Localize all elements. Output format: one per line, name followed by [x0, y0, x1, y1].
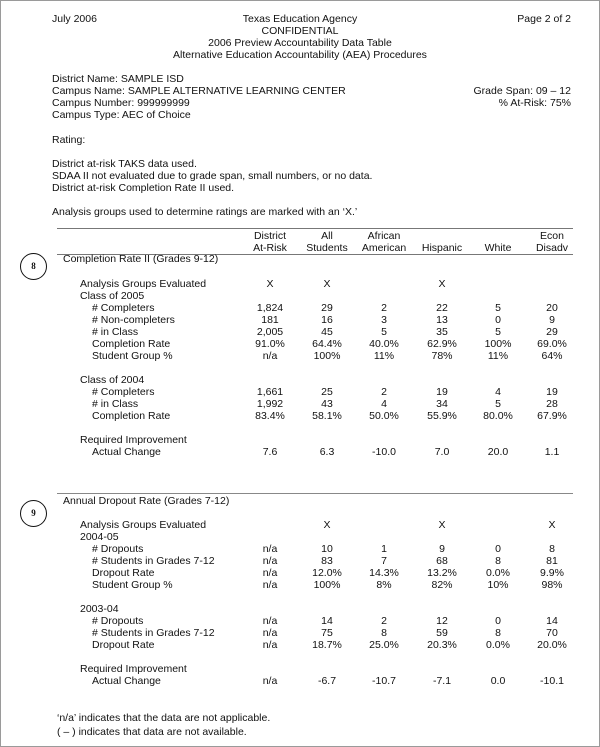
table-cell: 40.0% [369, 338, 399, 350]
table-cell: 1 [381, 543, 387, 555]
table-cell: n/a [262, 350, 278, 362]
table-cell: 4 [381, 398, 387, 410]
table-cell: 7.0 [434, 446, 450, 458]
row-label: Required Improvement [80, 434, 187, 446]
table-cell: 0.0 [490, 675, 506, 687]
table-cell: 1.1 [544, 446, 560, 458]
table-cell: 8% [376, 579, 392, 591]
table-cell: -10.1 [540, 675, 564, 687]
table-cell: 3 [381, 314, 387, 326]
table-cell: X [323, 519, 331, 531]
table-cell: 20.0% [537, 639, 567, 651]
table-cell: 10 [321, 543, 333, 555]
footnote: ‘n/a’ indicates that the data are not applicable. [57, 712, 271, 724]
table-cell: 7.6 [262, 446, 278, 458]
table-cell: 10% [487, 579, 509, 591]
table-cell: 0 [495, 543, 501, 555]
table-cell: 2,005 [256, 326, 284, 338]
table-cell: 181 [261, 314, 279, 326]
table-cell: 91.0% [255, 338, 285, 350]
table-cell: 9 [549, 314, 555, 326]
row-label: Class of 2005 [80, 290, 145, 302]
table-cell: 2 [381, 386, 387, 398]
table-cell: 70 [546, 627, 558, 639]
table-cell: -6.7 [317, 675, 337, 687]
row-label: # Non-completers [92, 314, 175, 326]
table-cell: 75 [321, 627, 333, 639]
table-cell: X [266, 278, 274, 290]
column-header-line2: At-Risk [253, 242, 287, 254]
table-cell: n/a [262, 627, 278, 639]
table-cell: 28 [546, 398, 558, 410]
column-header-line1: Econ [540, 230, 564, 242]
table-cell: 9 [439, 543, 445, 555]
table-cell: 34 [436, 398, 448, 410]
table-cell: 5 [495, 398, 501, 410]
table-cell: 100% [484, 338, 512, 350]
row-label: Actual Change [92, 446, 161, 458]
table-cell: 5 [495, 302, 501, 314]
row-label: Dropout Rate [92, 639, 155, 651]
table-cell: -10.0 [372, 446, 396, 458]
table-cell: n/a [262, 555, 278, 567]
table-cell: 4 [495, 386, 501, 398]
table-cell: 9.9% [540, 567, 564, 579]
table-cell: 0.0% [486, 567, 510, 579]
agency-name: Texas Education Agency [242, 13, 358, 25]
table-cell: 25 [321, 386, 333, 398]
table-cell: 8 [549, 543, 555, 555]
section-divider [57, 493, 573, 494]
table-cell: 0 [495, 314, 501, 326]
grade-span: Grade Span: 09 – 12 [473, 85, 571, 97]
table-cell: X [438, 278, 446, 290]
table-cell: 62.9% [427, 338, 457, 350]
table-cell: 16 [321, 314, 333, 326]
table-cell: 1,824 [256, 302, 284, 314]
analysis-note: Analysis groups used to determine ratings are marked with an ‘X.’ [52, 206, 358, 218]
table-cell: n/a [262, 579, 278, 591]
table-cell: -7.1 [432, 675, 452, 687]
table-cell: 29 [546, 326, 558, 338]
column-header-line2: Disadv [535, 242, 569, 254]
table-cell: 78% [431, 350, 453, 362]
table-cell: 2 [381, 615, 387, 627]
campus-name: Campus Name: SAMPLE ALTERNATIVE LEARNING CENTER [52, 85, 346, 97]
table-cell: 0.0% [486, 639, 510, 651]
table-top-rule [57, 228, 573, 229]
table-cell: 20 [546, 302, 558, 314]
table-cell: 2 [381, 302, 387, 314]
campus-number: Campus Number: 999999999 [52, 97, 190, 109]
table-cell: 19 [546, 386, 558, 398]
table-cell: 29 [321, 302, 333, 314]
section-marker-8: 8 [20, 253, 47, 280]
table-cell: 83.4% [255, 410, 285, 422]
table-cell: 100% [313, 350, 341, 362]
table-cell: 59 [436, 627, 448, 639]
column-header-line1: District [253, 230, 287, 242]
table-cell: 83 [321, 555, 333, 567]
row-label: Completion Rate [92, 338, 171, 350]
table-cell: 1,661 [256, 386, 284, 398]
column-header-line2: American [361, 242, 407, 254]
table-cell: 69.0% [537, 338, 567, 350]
table-cell: 81 [546, 555, 558, 567]
table-cell: X [438, 519, 446, 531]
campus-type: Campus Type: AEC of Choice [52, 109, 191, 121]
table-cell: 14 [321, 615, 333, 627]
table-cell: 22 [436, 302, 448, 314]
table-cell: 0 [495, 615, 501, 627]
table-cell: 25.0% [369, 639, 399, 651]
table-cell: 82% [431, 579, 453, 591]
table-cell: 18.7% [312, 639, 342, 651]
table-cell: 20.0 [487, 446, 509, 458]
table-cell: 13.2% [427, 567, 457, 579]
table-cell: 7 [381, 555, 387, 567]
row-label: Student Group % [92, 579, 173, 591]
table-cell: n/a [262, 567, 278, 579]
district-name: District Name: SAMPLE ISD [52, 73, 184, 85]
row-label: # Dropouts [92, 615, 144, 627]
table-cell: 14.3% [369, 567, 399, 579]
table-cell: n/a [262, 615, 278, 627]
row-label: # in Class [92, 398, 139, 410]
table-cell: 11% [373, 350, 395, 362]
column-header-line1: All [321, 230, 333, 242]
table-cell: 8 [495, 627, 501, 639]
rating-label: Rating: [52, 134, 86, 146]
column-header-line1: African [367, 230, 401, 242]
row-label: 2003-04 [80, 603, 119, 615]
footnote: ( – ) indicates that data are not available. [57, 726, 247, 738]
table-cell: 64.4% [312, 338, 342, 350]
table-cell: 13 [436, 314, 448, 326]
pct-at-risk: % At-Risk: 75% [498, 97, 571, 109]
row-label: # Students in Grades 7-12 [92, 555, 215, 567]
table-cell: 58.1% [312, 410, 342, 422]
section-title-dropout-rate: Annual Dropout Rate (Grades 7-12) [63, 495, 230, 507]
confidential-label: CONFIDENTIAL [261, 25, 339, 37]
table-cell: 80.0% [483, 410, 513, 422]
row-label: # in Class [92, 326, 139, 338]
table-cell: 100% [313, 579, 341, 591]
rating-note: District at-risk TAKS data used. [52, 158, 197, 170]
table-cell: 8 [495, 555, 501, 567]
section-marker-9: 9 [20, 500, 47, 527]
table-cell: 20.3% [427, 639, 457, 651]
table-cell: 5 [381, 326, 387, 338]
table-cell: 11% [487, 350, 509, 362]
table-cell: 43 [321, 398, 333, 410]
table-cell: n/a [262, 675, 278, 687]
table-cell: 5 [495, 326, 501, 338]
table-cell: X [323, 278, 331, 290]
table-cell: n/a [262, 543, 278, 555]
table-cell: 50.0% [369, 410, 399, 422]
row-label: Analysis Groups Evaluated [80, 519, 207, 531]
row-label: # Dropouts [92, 543, 144, 555]
row-label: Analysis Groups Evaluated [80, 278, 207, 290]
table-cell: 19 [436, 386, 448, 398]
table-cell: 68 [436, 555, 448, 567]
table-cell: X [548, 519, 556, 531]
report-title: 2006 Preview Accountability Data Table [208, 37, 392, 49]
table-cell: 98% [541, 579, 563, 591]
rating-note: District at-risk Completion Rate II used. [52, 182, 235, 194]
row-label: Class of 2004 [80, 374, 145, 386]
table-cell: 35 [436, 326, 448, 338]
table-cell: 12 [436, 615, 448, 627]
column-header-line2: Hispanic [421, 242, 463, 254]
row-label: # Students in Grades 7-12 [92, 627, 215, 639]
column-header-line2: White [484, 242, 512, 254]
row-label: Actual Change [92, 675, 161, 687]
row-label: Dropout Rate [92, 567, 155, 579]
rating-note: SDAA II not evaluated due to grade span, small numbers, or no data. [52, 170, 373, 182]
row-label: Required Improvement [80, 663, 187, 675]
row-label: Student Group % [92, 350, 173, 362]
row-label: # Completers [92, 386, 155, 398]
row-label: Completion Rate [92, 410, 171, 422]
table-cell: 64% [541, 350, 563, 362]
table-cell: 6.3 [319, 446, 335, 458]
table-cell: n/a [262, 639, 278, 651]
page-number: Page 2 of 2 [517, 13, 571, 25]
table-cell: 12.0% [312, 567, 342, 579]
row-label: # Completers [92, 302, 155, 314]
table-cell: 14 [546, 615, 558, 627]
column-header-line2: Students [306, 242, 348, 254]
table-cell: 55.9% [427, 410, 457, 422]
table-cell: 67.9% [537, 410, 567, 422]
table-cell: -10.7 [372, 675, 396, 687]
section-title-completion-rate: Completion Rate II (Grades 9-12) [63, 253, 219, 265]
table-cell: 45 [321, 326, 333, 338]
row-label: 2004-05 [80, 531, 119, 543]
table-cell: 8 [381, 627, 387, 639]
report-subtitle: Alternative Education Accountability (AEA) Procedures [173, 49, 427, 61]
report-date: July 2006 [52, 13, 97, 25]
table-cell: 1,992 [256, 398, 284, 410]
